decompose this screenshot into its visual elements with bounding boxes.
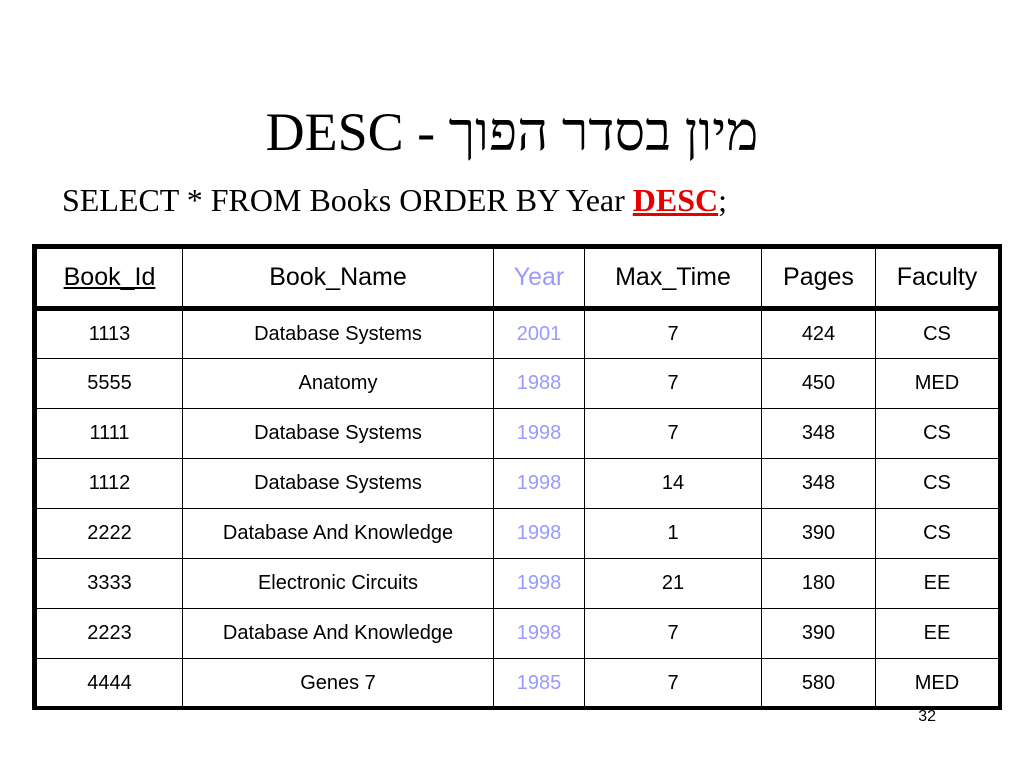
cell-faculty: EE <box>876 609 999 659</box>
cell-pages: 450 <box>762 359 876 409</box>
cell-faculty: EE <box>876 559 999 609</box>
column-header-book-name: Book_Name <box>183 249 494 309</box>
cell-book-name: Database Systems <box>183 409 494 459</box>
cell-book-id: 2223 <box>37 609 183 659</box>
cell-pages: 348 <box>762 409 876 459</box>
cell-book-id: 1113 <box>37 309 183 359</box>
slide-title: DESC - מיון בסדר הפוך <box>265 102 759 162</box>
slide-number: 32 <box>918 708 936 725</box>
column-header-max-time: Max_Time <box>585 249 762 309</box>
sql-suffix: ; <box>718 182 727 218</box>
cell-book-name: Electronic Circuits <box>183 559 494 609</box>
cell-year: 2001 <box>494 309 585 359</box>
column-header-faculty: Faculty <box>876 249 999 309</box>
cell-faculty: CS <box>876 409 999 459</box>
cell-year: 1998 <box>494 609 585 659</box>
table-row <box>37 659 999 709</box>
cell-faculty: CS <box>876 309 999 359</box>
cell-year: 1998 <box>494 509 585 559</box>
cell-year: 1998 <box>494 409 585 459</box>
cell-pages: 580 <box>762 659 876 709</box>
cell-book-name: Genes 7 <box>183 659 494 709</box>
cell-book-id: 3333 <box>37 559 183 609</box>
cell-book-id: 2222 <box>37 509 183 559</box>
table-row <box>37 559 999 609</box>
cell-year: 1998 <box>494 559 585 609</box>
cell-year: 1985 <box>494 659 585 709</box>
cell-book-id: 1112 <box>37 459 183 509</box>
cell-pages: 424 <box>762 309 876 359</box>
cell-book-name: Anatomy <box>183 359 494 409</box>
cell-faculty: CS <box>876 459 999 509</box>
cell-max-time: 7 <box>585 309 762 359</box>
sql-prefix: SELECT * FROM Books ORDER BY Year <box>62 182 633 218</box>
cell-max-time: 21 <box>585 559 762 609</box>
cell-pages: 390 <box>762 509 876 559</box>
cell-max-time: 7 <box>585 409 762 459</box>
cell-faculty: MED <box>876 359 999 409</box>
cell-pages: 348 <box>762 459 876 509</box>
cell-max-time: 7 <box>585 359 762 409</box>
sql-desc-keyword: DESC <box>632 182 719 218</box>
table-row <box>37 459 999 509</box>
cell-year: 1998 <box>494 459 585 509</box>
cell-book-id: 4444 <box>37 659 183 709</box>
cell-book-name: Database Systems <box>183 459 494 509</box>
table-row <box>37 359 999 409</box>
books-table-frame <box>32 244 1002 710</box>
column-header-year: Year <box>494 249 585 309</box>
cell-max-time: 7 <box>585 659 762 709</box>
cell-year: 1988 <box>494 359 585 409</box>
cell-pages: 180 <box>762 559 876 609</box>
table-row <box>37 409 999 459</box>
cell-book-name: Database And Knowledge <box>183 609 494 659</box>
cell-faculty: MED <box>876 659 999 709</box>
cell-max-time: 1 <box>585 509 762 559</box>
table-row <box>37 609 999 659</box>
cell-book-name: Database And Knowledge <box>183 509 494 559</box>
cell-book-name: Database Systems <box>183 309 494 359</box>
cell-max-time: 14 <box>585 459 762 509</box>
cell-book-id: 1111 <box>37 409 183 459</box>
cell-max-time: 7 <box>585 609 762 659</box>
table-row <box>37 509 999 559</box>
cell-faculty: CS <box>876 509 999 559</box>
books-table <box>36 248 999 709</box>
column-header-pages: Pages <box>762 249 876 309</box>
sql-statement <box>62 180 727 220</box>
table-header-row <box>37 249 999 309</box>
cell-pages: 390 <box>762 609 876 659</box>
cell-book-id: 5555 <box>37 359 183 409</box>
table-row <box>37 309 999 359</box>
column-header-book-id: Book_Id <box>37 249 183 309</box>
